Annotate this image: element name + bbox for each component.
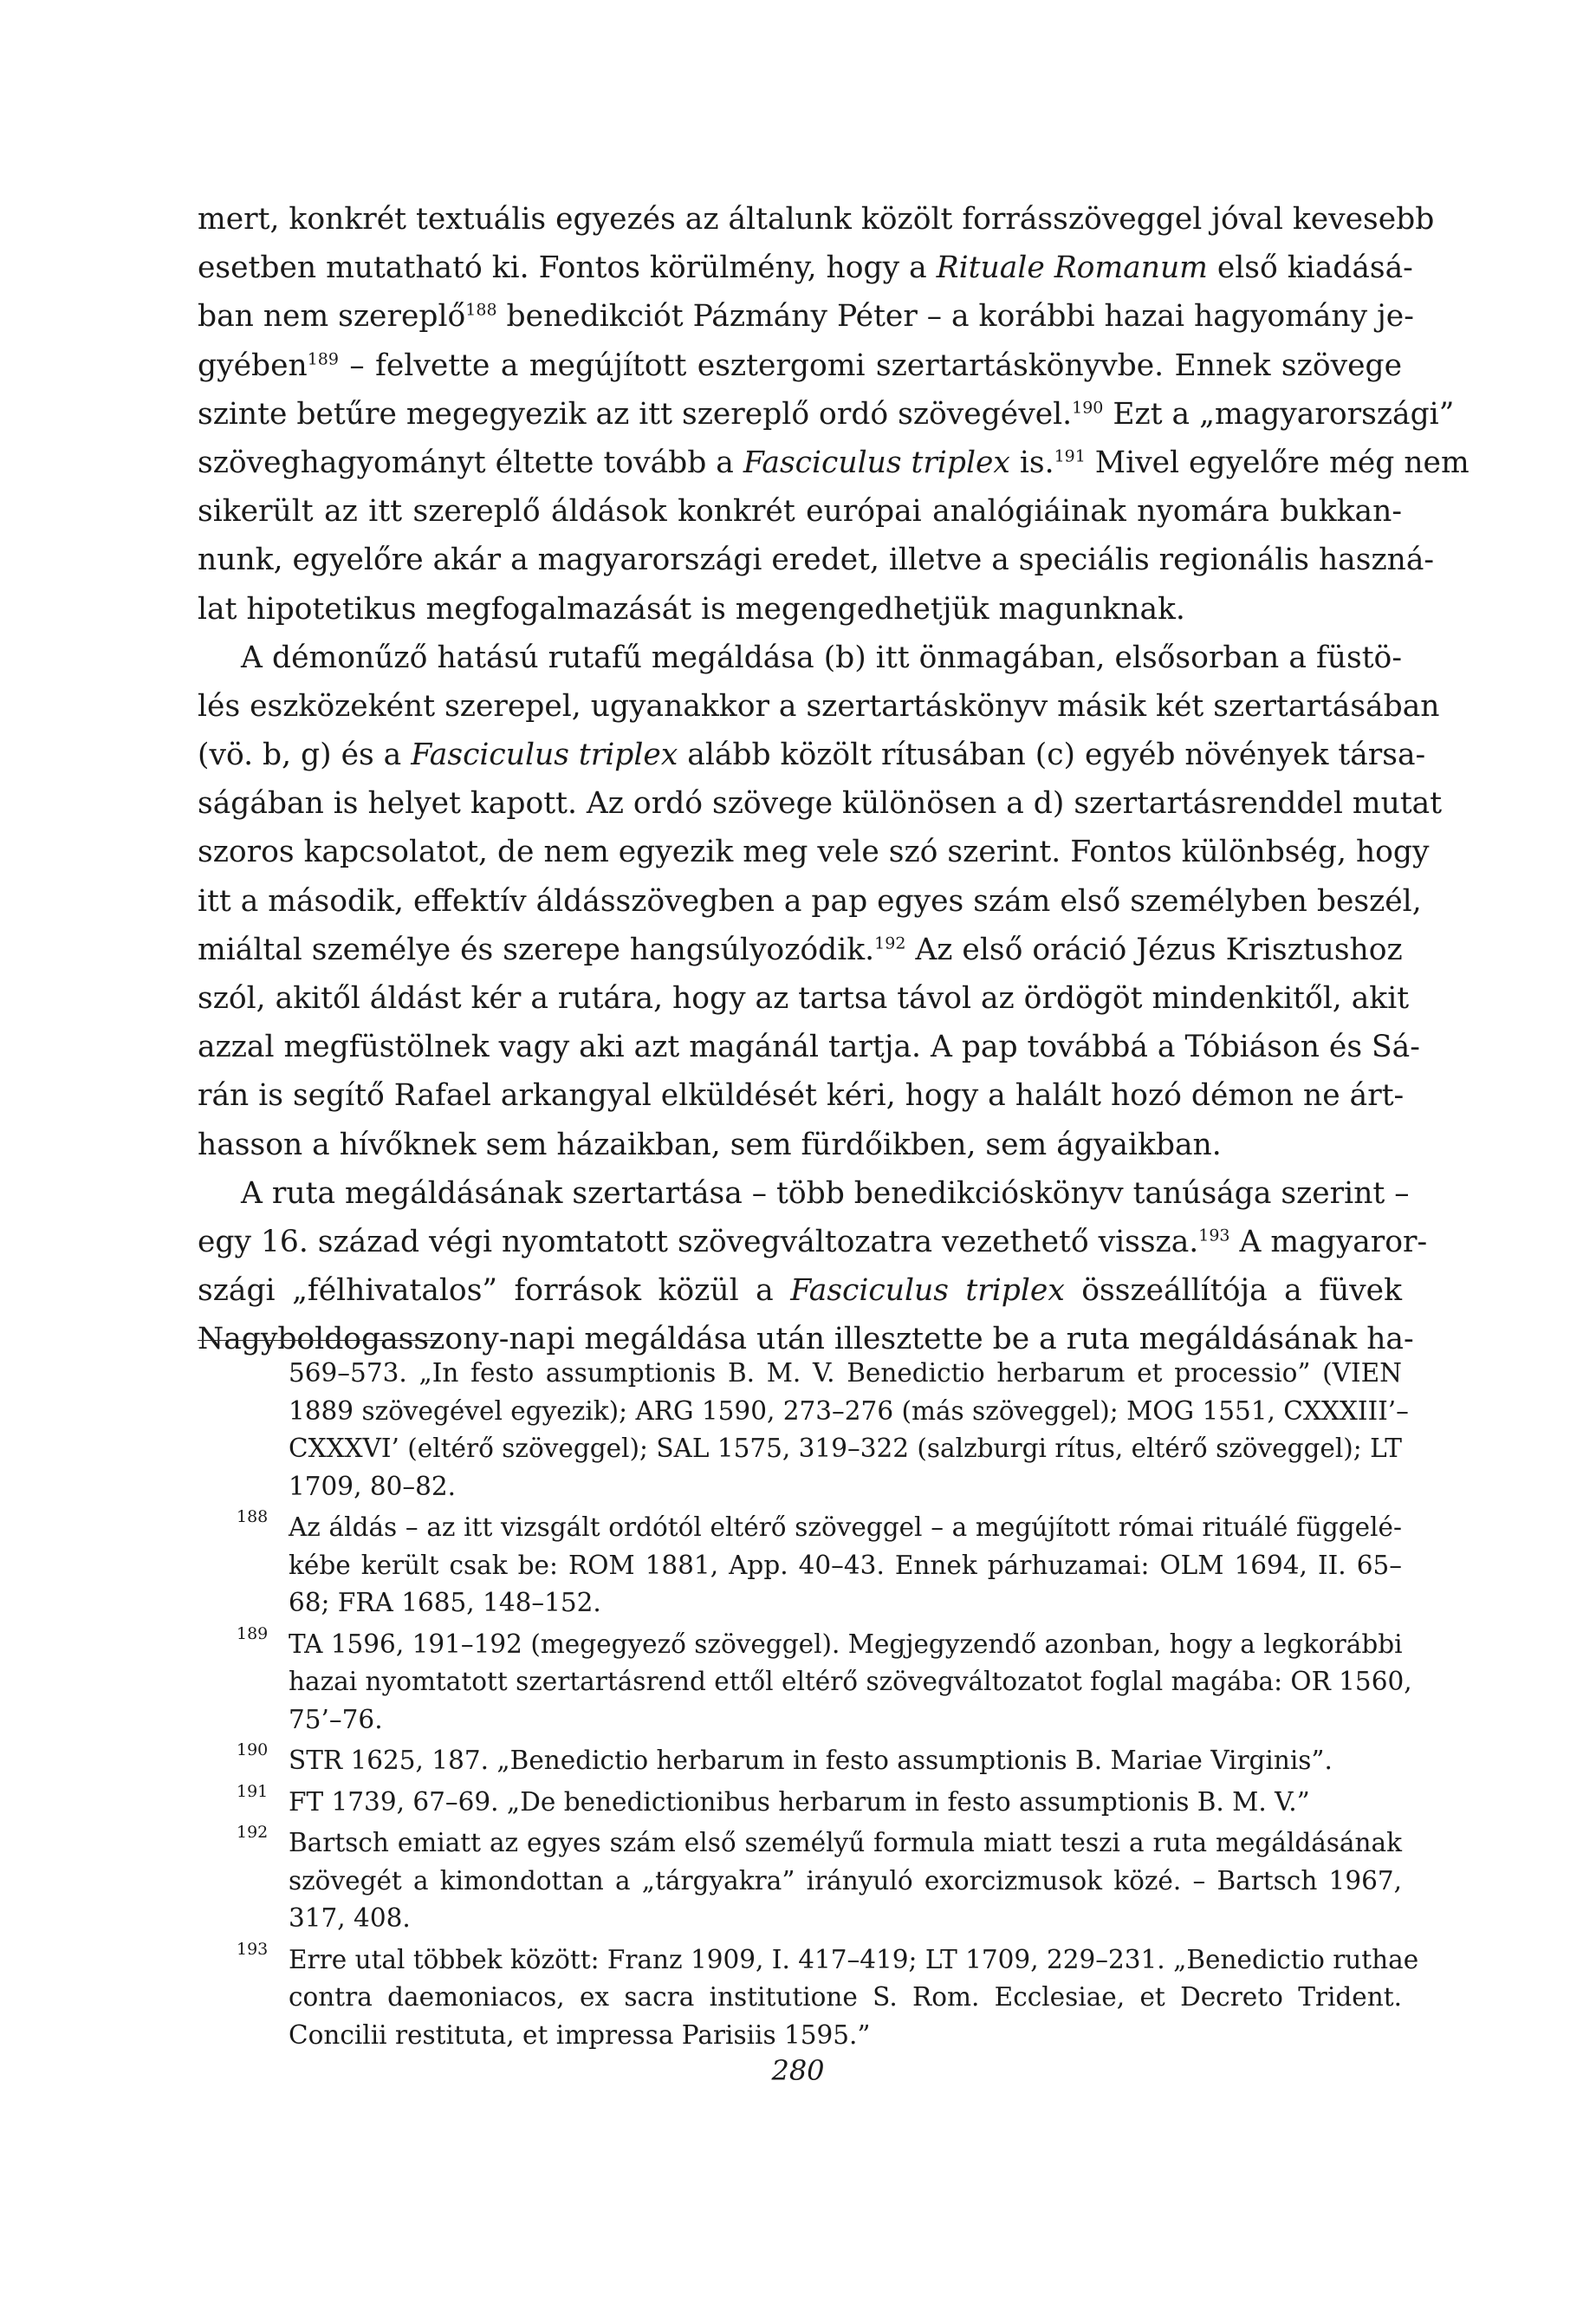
text-segment: (vö. b, g) és a bbox=[198, 738, 412, 773]
text-segment: itt a második, effektív áldásszövegben a pap egyes szám első személyben beszél, bbox=[198, 883, 1422, 919]
text-line bbox=[198, 487, 1402, 536]
italic-title: Rituale Romanum bbox=[936, 250, 1208, 286]
footnote bbox=[198, 1824, 1402, 1938]
text-line bbox=[198, 1218, 1428, 1266]
text-segment: lés eszközeként szerepel, ugyanakkor a szertartáskönyv másik két szertartásában bbox=[198, 688, 1440, 724]
footnote-number: 188 bbox=[237, 1507, 269, 1526]
text-segment: miáltal személye és szerepe hangsúlyozódik. bbox=[198, 932, 875, 967]
text-segment: gyében bbox=[198, 348, 308, 383]
footnote-number: 190 bbox=[237, 1740, 269, 1759]
text-segment: esetben mutatható ki. Fontos körülmény, hogy a bbox=[198, 250, 937, 286]
main-text bbox=[198, 195, 1469, 1364]
footnote-line: STR 1625, 187. „Benedictio herbarum in festo assumptionis B. Mariae Virginis”. bbox=[289, 1746, 1333, 1775]
footnote-reference: 191 bbox=[1054, 446, 1086, 466]
text-segment: A ruta megáldásának szertartása – több benedikcióskönyv tanúsága szerint – bbox=[241, 1175, 1410, 1211]
text-segment: Mivel egyelőre még nem bbox=[1085, 445, 1469, 480]
footnote-line: CXXXVI’ (eltérő szöveggel); SAL 1575, 319–322 (salzburgi rítus, eltérő szöveggel); LT bbox=[289, 1434, 1402, 1463]
footnote-line: FT 1739, 67–69. „De benedictionibus herbarum in festo assumptionis B. M. V.” bbox=[289, 1786, 1310, 1817]
text-segment: is. bbox=[1009, 445, 1054, 480]
footnote-reference: 188 bbox=[465, 300, 497, 320]
text-line bbox=[198, 585, 1402, 634]
text-segment: szoros kapcsolatot, de nem egyezik meg vele szó szerint. Fontos különbség, hogy bbox=[198, 835, 1430, 870]
footnote bbox=[198, 1509, 1402, 1622]
text-line bbox=[198, 1169, 1410, 1218]
footnote-number: 193 bbox=[237, 1939, 269, 1959]
footnote-number: 189 bbox=[237, 1623, 269, 1643]
italic-title: Fasciculus triplex bbox=[790, 1273, 1065, 1309]
footnote bbox=[198, 1939, 1419, 2055]
footnote bbox=[198, 1623, 1412, 1740]
text-line bbox=[198, 1266, 1402, 1315]
footnote-line: TA 1596, 191–192 (megegyező szöveggel). Megjegyzendő azonban, hogy a legkorábbi bbox=[289, 1629, 1403, 1659]
footnote-line: szövegét a kimondottan a „tárgyakra” irányuló exorcizmusok közé. – Bartsch 1967, bbox=[289, 1865, 1402, 1896]
footnotes bbox=[198, 1355, 1419, 2058]
text-segment: A magyaror- bbox=[1229, 1224, 1428, 1259]
text-segment: A démonűző hatású rutafű megáldása (b) itt önmagában, elsősorban a füstö- bbox=[241, 640, 1402, 675]
footnote-line: 1709, 80–82. bbox=[289, 1471, 457, 1501]
text-segment: mert, konkrét textuális egyezés az általunk közölt forrásszöveggel jóval kevesebb bbox=[198, 202, 1435, 237]
footnote-line: kébe került csak be: ROM 1881, App. 40–43. Ennek párhuzamai: OLM 1694, II. 65– bbox=[289, 1550, 1402, 1580]
text-segment: első kiadásá- bbox=[1207, 250, 1413, 286]
footnote-line: hazai nyomtatott szertartásrend ettől eltérő szövegváltozatot foglal magába: OR 1560, bbox=[289, 1667, 1412, 1696]
footnote-line: 1889 szövegével egyezik); ARG 1590, 273–276 (más szöveggel); MOG 1551, CXXXIII’– bbox=[289, 1395, 1409, 1426]
footnote-number: 192 bbox=[237, 1823, 269, 1842]
text-line bbox=[198, 1071, 1405, 1120]
text-line bbox=[198, 926, 1402, 974]
text-line bbox=[198, 439, 1469, 487]
text-segment: szöveghagyományt éltette tovább a bbox=[198, 445, 743, 480]
footnote-line: 569–573. „In festo assumptionis B. M. V. Benedictio herbarum et processio” (VIEN bbox=[289, 1358, 1402, 1388]
footnote-divider bbox=[198, 1340, 440, 1341]
page-number: 280 bbox=[771, 2054, 825, 2087]
text-segment: Nagyboldogasszony-napi megáldása után illesztette be a ruta megáldásának ha- bbox=[198, 1322, 1414, 1357]
text-line bbox=[198, 682, 1440, 731]
text-segment: egy 16. század végi nyomtatott szövegváltozatra vezethető vissza. bbox=[198, 1224, 1199, 1259]
text-segment: benedikciót Pázmány Péter – a korábbi hazai hagyomány je- bbox=[496, 299, 1414, 335]
text-segment: nunk, egyelőre akár a magyarországi eredet, illetve a speciális regionális haszná- bbox=[198, 543, 1435, 578]
text-segment: szinte betűre megegyezik az itt szereplő ordó szövegével. bbox=[198, 396, 1073, 432]
footnote-reference: 189 bbox=[307, 349, 339, 369]
footnote bbox=[198, 1355, 1409, 1505]
footnote-line: Erre utal többek között: Franz 1909, I. 417–419; LT 1709, 229–231. „Benedictio ruthae bbox=[289, 1944, 1419, 1974]
text-segment: azzal megfüstölnek vagy aki azt magánál tartja. A pap továbbá a Tóbiáson és Sá- bbox=[198, 1030, 1420, 1065]
text-line bbox=[198, 390, 1455, 439]
text-line bbox=[198, 1121, 1402, 1169]
footnote-number: 191 bbox=[237, 1781, 269, 1801]
italic-title: Fasciculus triplex bbox=[411, 738, 678, 773]
italic-title: Fasciculus triplex bbox=[743, 445, 1010, 480]
footnote-line: Concilii restituta, et impressa Parisiis 1595.” bbox=[289, 2019, 871, 2050]
text-line bbox=[198, 634, 1402, 682]
footnote-line: Bartsch emiatt az egyes szám első személyű formula miatt teszi a ruta megáldásának bbox=[289, 1828, 1402, 1857]
footnote bbox=[198, 1742, 1402, 1780]
text-segment: szól, akitől áldást kér a rutára, hogy az tartsa távol az ördögöt mindenkitől, akit bbox=[198, 981, 1410, 1016]
footnote-line: 317, 408. bbox=[289, 1903, 411, 1933]
text-segment: – felvette a megújított esztergomi szertartáskönyvbe. Ennek szövege bbox=[338, 348, 1402, 383]
footnote-reference: 193 bbox=[1198, 1226, 1230, 1245]
text-segment: összeállítója a füvek bbox=[1064, 1273, 1402, 1309]
text-line bbox=[198, 974, 1410, 1023]
text-line bbox=[198, 779, 1443, 828]
text-segment: szági „félhivatalos” források közül a bbox=[198, 1273, 791, 1309]
text-segment: Az első oráció Jézus Krisztushoz bbox=[905, 932, 1403, 967]
text-line bbox=[198, 195, 1435, 244]
text-line bbox=[198, 341, 1402, 390]
footnote bbox=[198, 1781, 1402, 1822]
text-segment: ban nem szereplő bbox=[198, 299, 466, 335]
text-segment: lat hipotetikus megfogalmazását is megengedhetjük magunknak. bbox=[198, 591, 1185, 627]
footnote-reference: 190 bbox=[1072, 398, 1104, 418]
text-line bbox=[198, 536, 1435, 584]
text-segment: Ezt a „magyarországi” bbox=[1103, 396, 1455, 432]
text-segment: hasson a hívőknek sem házaikban, sem fürdőikben, sem ágyaikban. bbox=[198, 1127, 1222, 1162]
text-line bbox=[198, 731, 1426, 779]
footnote-line: 75’–76. bbox=[289, 1704, 383, 1734]
text-segment: ságában is helyet kapott. Az ordó szövege különösen a d) szertartásrenddel mutat bbox=[198, 786, 1443, 822]
footnote-line: 68; FRA 1685, 148–152. bbox=[289, 1588, 601, 1617]
text-line bbox=[198, 828, 1430, 876]
footnote-line: Az áldás – az itt vizsgált ordótól eltérő szöveggel – a megújított római rituálé függelé- bbox=[289, 1512, 1402, 1542]
text-segment: rán is segítő Rafael arkangyal elküldését kéri, hogy a halált hozó démon ne árt- bbox=[198, 1078, 1405, 1114]
footnote-reference: 192 bbox=[874, 933, 906, 953]
text-line bbox=[198, 1023, 1420, 1071]
text-line bbox=[198, 292, 1414, 341]
footnote-line: contra daemoniacos, ex sacra institutione S. Rom. Ecclesiae, et Decreto Trident. bbox=[289, 1982, 1402, 2012]
text-segment: sikerült az itt szereplő áldások konkrét európai analógiáinak nyomára bukkan- bbox=[198, 494, 1402, 530]
text-line bbox=[198, 877, 1422, 926]
text-segment: alább közölt rítusában (c) egyéb növények társa- bbox=[678, 738, 1426, 773]
text-line bbox=[198, 244, 1413, 292]
